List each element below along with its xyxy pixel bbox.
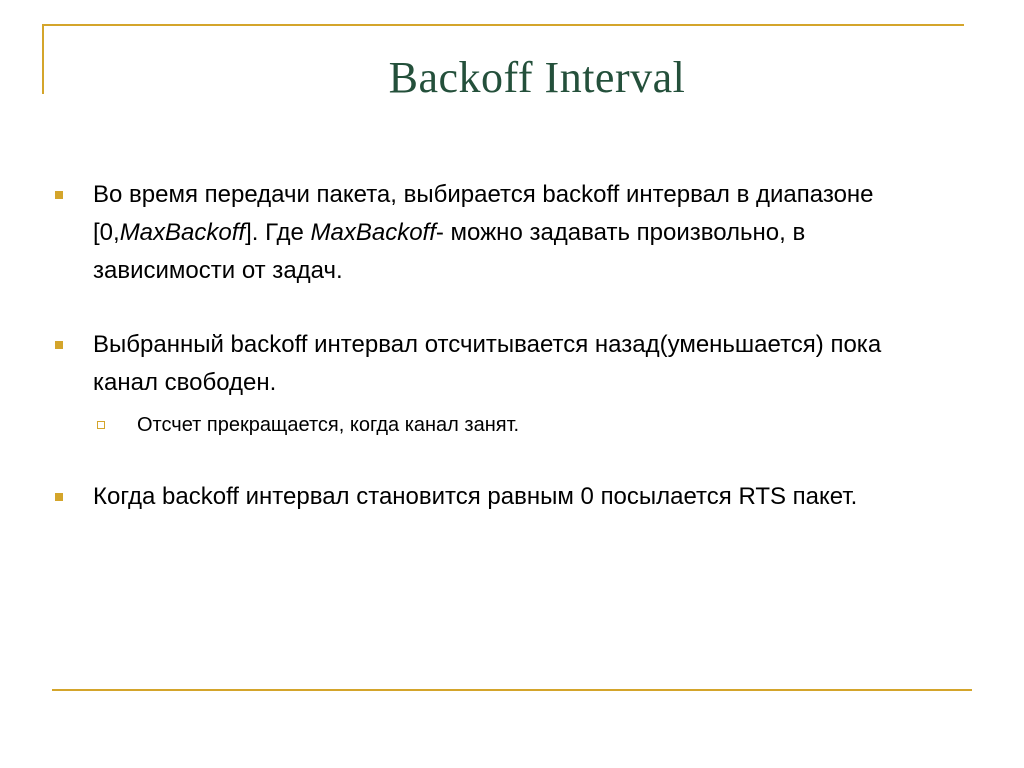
bullet-item bbox=[55, 326, 935, 402]
square-bullet-icon bbox=[55, 191, 63, 199]
hollow-square-bullet-icon bbox=[97, 421, 105, 429]
bullet-text-italic: MaxBackoff bbox=[310, 219, 436, 246]
slide-content bbox=[55, 176, 935, 516]
bullet-text-segment: Во время передачи пакета, выбирается backoff интервал в диапазоне [0, bbox=[93, 181, 874, 246]
slide-title: Backoff Interval bbox=[388, 53, 686, 102]
sub-bullet-item bbox=[93, 410, 935, 440]
bullet-text: Когда backoff интервал становится равным 0 посылается RTS пакет. bbox=[93, 483, 858, 510]
square-bullet-icon bbox=[55, 341, 63, 349]
square-bullet-icon bbox=[55, 493, 63, 501]
sub-bullet-text: Отсчет прекращается, когда канал занят. bbox=[137, 414, 520, 436]
frame-bottom-line bbox=[52, 689, 972, 691]
bullet-text: Выбранный backoff интервал отсчитывается назад(уменьшается) пока канал свободен. bbox=[93, 331, 882, 396]
bullet-item bbox=[55, 176, 935, 290]
frame-top-line bbox=[42, 24, 964, 26]
bullet-text-segment: - можно задавать произвольно, в зависимости от задач. bbox=[93, 219, 806, 284]
bullet-text bbox=[93, 181, 874, 284]
bullet-text-segment: ]. Где bbox=[245, 219, 311, 246]
bullet-text-italic: MaxBackoff bbox=[119, 219, 246, 246]
bullet-item bbox=[55, 478, 935, 516]
